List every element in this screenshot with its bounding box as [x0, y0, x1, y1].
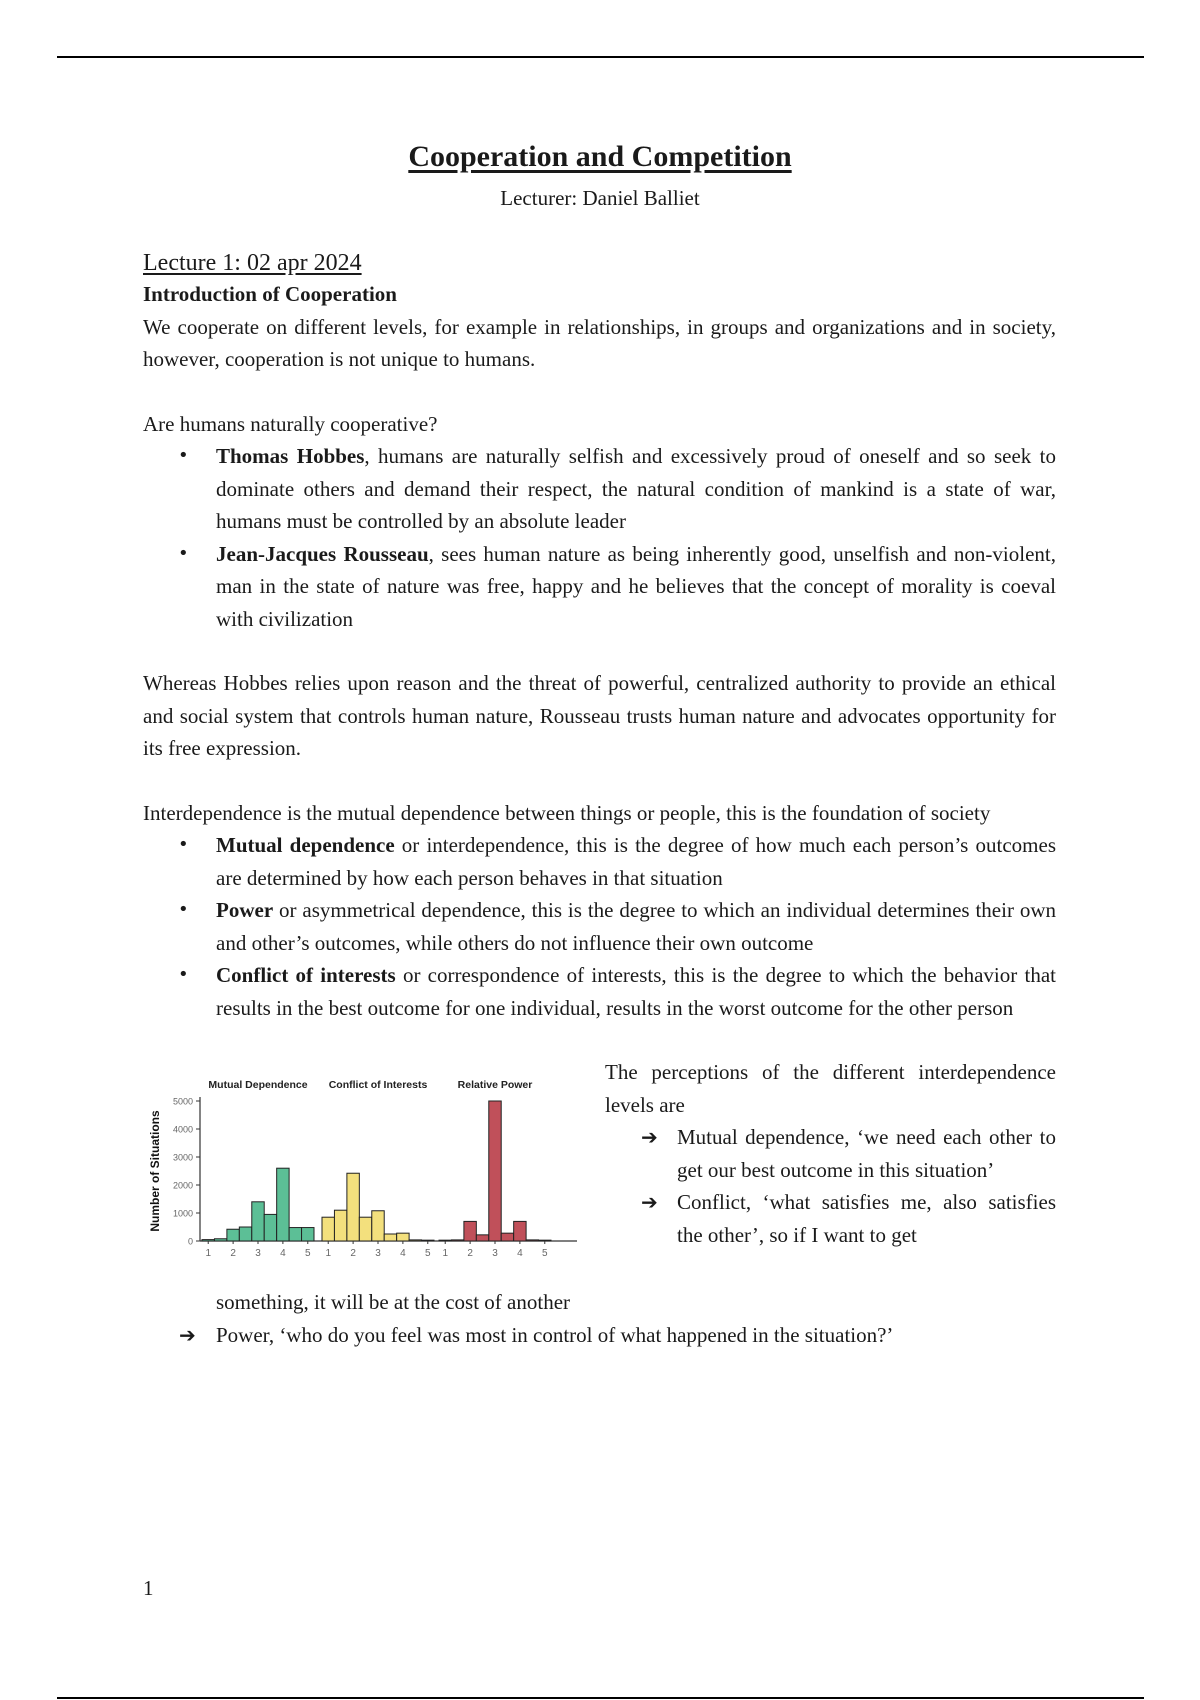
list-item [605, 1186, 1056, 1251]
philosopher-text: , humans are naturally selfish and excessively proud of oneself and so seek to dominate others and demand their respect, the natural condition of mankind is a state of war, humans must be controlled by an absolute leader [216, 444, 1056, 533]
interdependence-paragraph: Interdependence is the mutual dependence between things or people, this is the foundation of society [143, 800, 991, 825]
perception-continuation: something, it will be at the cost of another [216, 1290, 571, 1314]
histogram-bar [439, 1240, 451, 1241]
histogram-bar [501, 1233, 513, 1241]
section-heading: Introduction of Cooperation [143, 282, 397, 306]
power-perception-item [143, 1319, 1056, 1352]
panel-title: Conflict of Interests [328, 1079, 428, 1091]
histogram-bar [252, 1202, 264, 1241]
histogram-bar [302, 1228, 314, 1241]
x-tick-label: 1 [325, 1248, 332, 1259]
philosopher-list [143, 440, 1056, 635]
histogram-bar [526, 1240, 538, 1241]
x-tick-label: 2 [467, 1248, 473, 1259]
figure-row [143, 1056, 1056, 1286]
lecture-heading: Lecture 1: 02 apr 2024 [143, 250, 362, 276]
x-tick-label: 4 [517, 1248, 523, 1259]
interdependence-histogram [143, 1056, 591, 1286]
histogram-bar [422, 1240, 434, 1241]
dimension-list [143, 829, 1056, 1024]
x-tick-label: 4 [280, 1248, 286, 1259]
x-tick-label: 5 [304, 1248, 311, 1259]
histogram-bar [227, 1229, 239, 1241]
page-number: 1 [143, 1576, 154, 1600]
perception-text: Mutual dependence, ‘we need each other to get our best outcome in this situation’ [677, 1125, 1056, 1182]
histogram-bar [289, 1228, 301, 1241]
dimension-text: or correspondence of interests, this is the degree to which the behavior that results in the best outcome for one individual, results in the worst outcome for the other person [216, 963, 1056, 1020]
list-item [143, 959, 1056, 1024]
histogram-bar [409, 1240, 421, 1241]
histogram-bar [277, 1168, 289, 1241]
x-tick-label: 5 [424, 1248, 431, 1259]
arrow-icon: ➔ [641, 1125, 658, 1149]
panel-title: Mutual Dependence [208, 1079, 308, 1091]
histogram-bar [397, 1233, 409, 1241]
histogram-bar [464, 1221, 476, 1241]
dimension-name: Power [216, 898, 274, 922]
bottom-rule [57, 1697, 1144, 1699]
question-line: Are humans naturally cooperative? [143, 411, 438, 436]
perception-text: Conflict, ‘what satisfies me, also satisfies the other’, so if I want to get [677, 1190, 1056, 1247]
arrow-icon: ➔ [179, 1322, 196, 1347]
philosopher-name: Thomas Hobbes [216, 444, 365, 468]
x-tick-label: 2 [350, 1248, 356, 1259]
histogram-bar [451, 1240, 463, 1241]
y-axis-label: Number of Situations [148, 1110, 162, 1232]
philosopher-text: , sees human nature as being inherently good, unselfish and non-violent, man in the state of nature was free, happy and he believes that the concept of morality is coeval with civilization [216, 541, 1056, 631]
x-tick-label: 4 [400, 1248, 406, 1259]
arrow-icon: ➔ [641, 1190, 658, 1214]
histogram-bar [334, 1210, 346, 1241]
x-tick-label: 3 [255, 1248, 261, 1259]
dimension-text: or interdependence, this is the degree of how much each person’s outcomes are determined by how each person behaves in that situation [216, 833, 1056, 890]
histogram-bar [476, 1235, 488, 1241]
document-title: Cooperation and Competition [408, 140, 792, 173]
dimension-text: or asymmetrical dependence, this is the degree to which an individual determines their own and other’s outcomes, while others do not influence their own outcome [216, 898, 1056, 955]
philosopher-name: Jean-Jacques Rousseau [216, 541, 429, 566]
panel-title: Relative Power [457, 1079, 533, 1091]
histogram-bar [539, 1240, 551, 1241]
x-tick-label: 3 [492, 1248, 498, 1259]
x-tick-label: 1 [442, 1248, 449, 1259]
histogram-bar [359, 1217, 371, 1241]
perceptions-list [605, 1121, 1056, 1251]
y-tick-label: 0 [187, 1236, 193, 1247]
x-tick-label: 2 [230, 1248, 236, 1259]
histogram-bar [489, 1101, 501, 1241]
list-item [143, 440, 1056, 538]
list-item [605, 1121, 1056, 1186]
histogram-bar [372, 1211, 384, 1241]
list-item [143, 894, 1056, 959]
lecturer-line: Lecturer: Daniel Balliet [500, 186, 700, 210]
dimension-name: Conflict of interests [216, 963, 396, 987]
list-item [143, 538, 1056, 636]
list-item [143, 829, 1056, 894]
histogram-bar [322, 1217, 334, 1241]
histogram-bar [264, 1214, 276, 1241]
y-tick-label: 1000 [172, 1208, 193, 1219]
page-body [143, 248, 1056, 1351]
y-tick-label: 2000 [172, 1180, 193, 1191]
histogram-bar [202, 1240, 214, 1241]
dimension-name: Mutual dependence [216, 833, 395, 857]
histogram-bar [214, 1239, 226, 1241]
intro-paragraph: We cooperate on different levels, for example in relationships, in groups and organizations and in society, however, cooperation is not unique to humans. [143, 314, 1056, 371]
x-tick-label: 5 [541, 1248, 548, 1259]
power-perception-text: Power, ‘who do you feel was most in control of what happened in the situation?’ [216, 1322, 894, 1347]
top-rule [57, 56, 1144, 58]
x-tick-label: 1 [205, 1248, 212, 1259]
comparison-paragraph: Whereas Hobbes relies upon reason and the threat of powerful, centralized authority to provide an ethical and social system that controls human nature, Rousseau trusts human nature and advocates opportunity for its free expression. [143, 671, 1056, 760]
histogram-bar [514, 1221, 526, 1241]
perceptions-intro: The perceptions of the different interdependence levels are [605, 1060, 1056, 1117]
y-tick-label: 3000 [172, 1152, 193, 1163]
histogram-bar [239, 1227, 251, 1241]
x-tick-label: 3 [375, 1248, 381, 1259]
histogram-svg [143, 1056, 591, 1286]
perceptions-block [591, 1056, 1056, 1286]
histogram-bar [384, 1234, 396, 1241]
y-tick-label: 4000 [172, 1124, 193, 1135]
histogram-bar [347, 1173, 359, 1241]
y-tick-label: 5000 [172, 1096, 193, 1107]
